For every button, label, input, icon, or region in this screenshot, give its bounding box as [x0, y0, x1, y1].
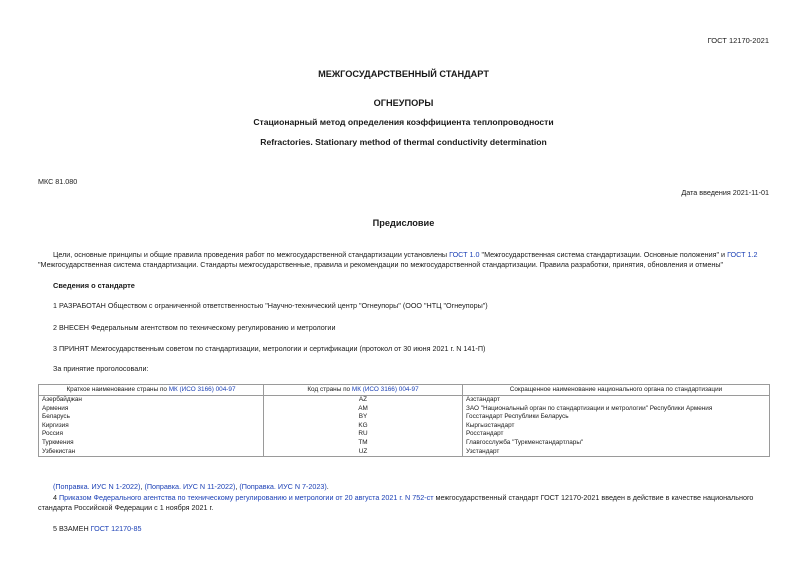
vote-label: За принятие проголосовали:: [53, 364, 149, 373]
code-cell: KG: [264, 422, 463, 431]
voting-states-table: [38, 384, 770, 457]
amendments-line: [53, 482, 329, 491]
mks-code: МКС 81.080: [38, 177, 78, 186]
country-cell: Азербайджан: [39, 396, 264, 405]
standard-type: МЕЖГОСУДАРСТВЕННЫЙ СТАНДАРТ: [318, 69, 489, 79]
column-header-country: [39, 385, 264, 396]
table-row: [39, 430, 770, 439]
introduction-date: Дата введения 2021-11-01: [681, 188, 769, 197]
code-cell: AZ: [264, 396, 463, 405]
title-russian: Стационарный метод определения коэффициента теплопроводности: [253, 117, 554, 127]
mk-iso-link[interactable]: МК (ИСО 3166) 004-97: [168, 386, 236, 393]
preface-heading: Предисловие: [372, 218, 435, 228]
column-header-code-text: Код страны по: [307, 386, 352, 393]
amendment-link-1[interactable]: (Поправка. ИУС N 1-2022): [53, 482, 141, 491]
column-header-body: Сокращенное наименование национального органа по стандартизации: [463, 385, 770, 396]
mk-iso-link[interactable]: МК (ИСО 3166) 004-97: [351, 386, 419, 393]
item-2-submitted: 2 ВНЕСЕН Федеральным агентством по техническому регулированию и метрологии: [53, 323, 336, 332]
amendment-end: .: [326, 482, 329, 491]
gost-1-2-link[interactable]: ГОСТ 1.2: [727, 250, 758, 259]
item-1-developed: 1 РАЗРАБОТАН Обществом с ограниченной ответственностью "Научно-технический центр "Огнеупоры" (ООО "НТЦ "Огнеупоры"): [53, 301, 488, 310]
item-4-enacted: [38, 493, 771, 513]
rosstandart-order-link[interactable]: Приказом Федерального агентства по техническому регулированию и метрологии от 20 августа 2021 г. N 752-ст: [59, 493, 434, 502]
table-row: [39, 439, 770, 448]
item-3-adopted: 3 ПРИНЯТ Межгосударственным советом по стандартизации, метрологии и сертификации (протокол от 30 июня 2021 г. N 141-П): [53, 344, 486, 353]
preface-intro-text-b: "Межгосударственная система стандартизации. Основные положения" и: [479, 250, 728, 259]
document-id: ГОСТ 12170-2021: [707, 36, 769, 45]
gost-1-0-link[interactable]: ГОСТ 1.0: [449, 250, 480, 259]
standard-info-heading: Сведения о стандарте: [53, 281, 135, 290]
amendment-link-2[interactable]: (Поправка. ИУС N 11-2022): [144, 482, 236, 491]
table-header-row: [39, 385, 770, 396]
code-cell: UZ: [264, 448, 463, 457]
page-title: ОГНЕУПОРЫ: [373, 98, 434, 108]
table-row: [39, 448, 770, 457]
country-cell: Армения: [39, 405, 264, 414]
column-header-country-text: Краткое наименование страны по: [66, 386, 169, 393]
item-5-replaces: [53, 524, 141, 533]
code-cell: BY: [264, 413, 463, 422]
table-row: [39, 405, 770, 414]
column-header-code: [264, 385, 463, 396]
item-4-number: 4: [53, 493, 59, 502]
country-cell: Туркмения: [39, 439, 264, 448]
table-row: [39, 422, 770, 431]
amendment-link-3[interactable]: (Поправка. ИУС N 7-2023): [239, 482, 327, 491]
body-cell: Азстандарт: [463, 396, 770, 405]
code-cell: TM: [264, 439, 463, 448]
code-cell: RU: [264, 430, 463, 439]
body-cell: Узстандарт: [463, 448, 770, 457]
country-cell: Беларусь: [39, 413, 264, 422]
code-cell: AM: [264, 405, 463, 414]
body-cell: Главгосслужба "Туркменстандартлары": [463, 439, 770, 448]
body-cell: ЗАО "Национальный орган по стандартизации и метрологии" Республики Армения: [463, 405, 770, 414]
body-cell: Кыргызстандарт: [463, 422, 770, 431]
preface-intro-text-a: Цели, основные принципы и общие правила проведения работ по межгосударственной стандартизации установлены: [53, 250, 450, 259]
country-cell: Узбекистан: [39, 448, 264, 457]
country-cell: Россия: [39, 430, 264, 439]
preface-intro: [38, 250, 771, 270]
item-4-text: межгосударственный стандарт ГОСТ 12170-2021 введен в действие в качестве национального стандарта Российской Федерации с 1 ноября 2021 г.: [38, 493, 754, 512]
preface-intro-text-c: "Межгосударственная система стандартизации. Стандарты межгосударственные, правила и рекомендации по межгосударственной стандартизации. Правила разработки, принятия, обновления и отмены": [38, 260, 724, 269]
item-5-text: 5 ВЗАМЕН: [53, 524, 91, 533]
amendment-separator: ,: [140, 482, 145, 491]
country-cell: Киргизия: [39, 422, 264, 431]
body-cell: Росстандарт: [463, 430, 770, 439]
title-english: Refractories. Stationary method of thermal conductivity determination: [260, 137, 547, 147]
amendment-separator: ,: [235, 482, 240, 491]
body-cell: Госстандарт Республики Беларусь: [463, 413, 770, 422]
table-row: [39, 413, 770, 422]
table-row: [39, 396, 770, 405]
gost-12170-85-link[interactable]: ГОСТ 12170-85: [90, 524, 142, 533]
